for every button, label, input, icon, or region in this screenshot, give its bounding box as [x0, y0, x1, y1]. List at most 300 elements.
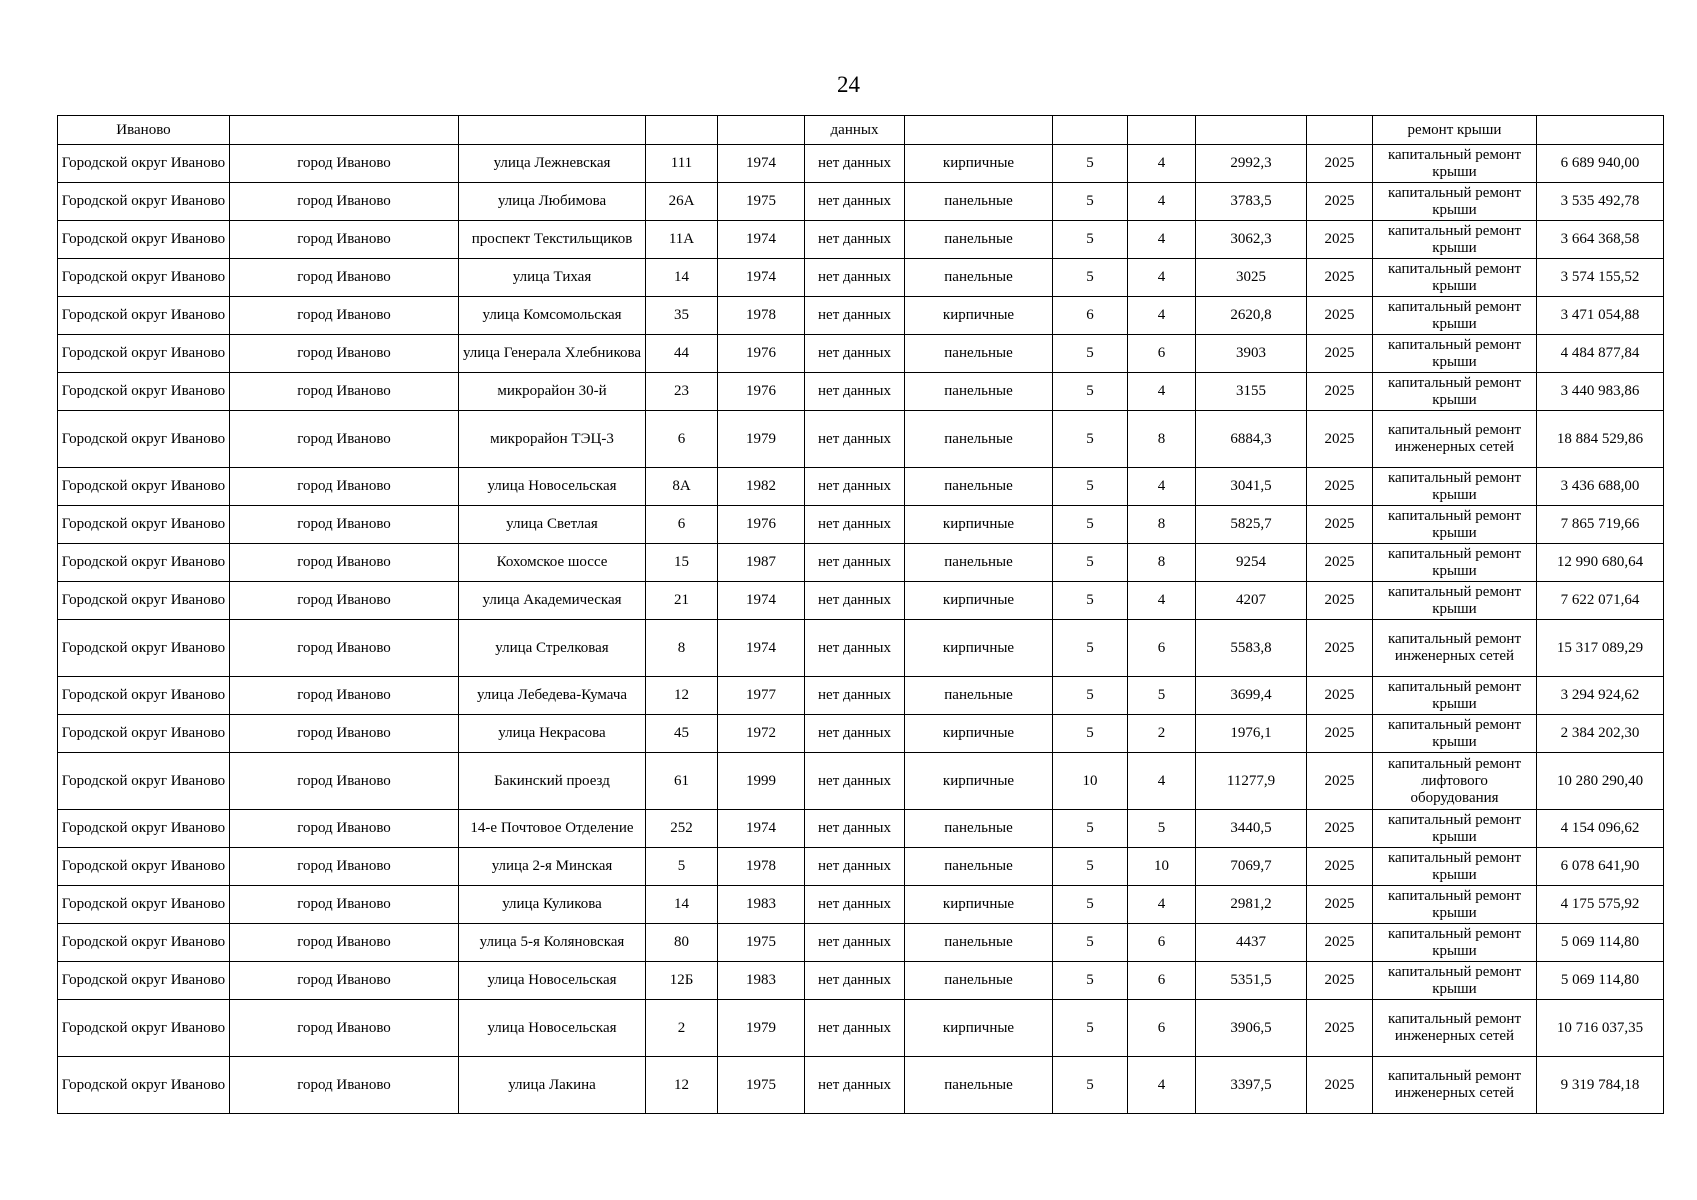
cell-data: нет данных	[805, 297, 905, 335]
cell-locality: город Иваново	[230, 582, 459, 620]
cell-plan-year: 2025	[1307, 1057, 1373, 1114]
cell-floors: 5	[1053, 810, 1128, 848]
cell-year: 1975	[718, 183, 805, 221]
cell-area: 1976,1	[1196, 715, 1307, 753]
cell-cost	[1537, 116, 1664, 145]
cell-locality: город Иваново	[230, 506, 459, 544]
table-row	[58, 221, 1664, 259]
cell-work: ремонт крыши	[1373, 116, 1537, 145]
cell-municipality: Городской округ Иваново	[58, 753, 230, 810]
cell-house: 15	[646, 544, 718, 582]
table-row	[58, 620, 1664, 677]
cell-year: 1976	[718, 335, 805, 373]
cell-locality: город Иваново	[230, 544, 459, 582]
cell-area: 3440,5	[1196, 810, 1307, 848]
cell-area: 3025	[1196, 259, 1307, 297]
cell-area: 5583,8	[1196, 620, 1307, 677]
cell-entrances: 4	[1128, 468, 1196, 506]
cell-plan-year: 2025	[1307, 221, 1373, 259]
cell-work: капитальный ремонт крыши	[1373, 582, 1537, 620]
cell-year: 1982	[718, 468, 805, 506]
cell-municipality: Городской округ Иваново	[58, 468, 230, 506]
cell-plan-year: 2025	[1307, 259, 1373, 297]
table-row	[58, 677, 1664, 715]
cell-floors: 5	[1053, 1057, 1128, 1114]
cell-municipality: Городской округ Иваново	[58, 335, 230, 373]
cell-year: 1974	[718, 810, 805, 848]
cell-street: проспект Текстильщиков	[459, 221, 646, 259]
cell-house: 12Б	[646, 962, 718, 1000]
cell-municipality: Городской округ Иваново	[58, 886, 230, 924]
cell-locality: город Иваново	[230, 886, 459, 924]
cell-entrances: 8	[1128, 544, 1196, 582]
cell-data: нет данных	[805, 962, 905, 1000]
table-row	[58, 335, 1664, 373]
cell-year: 1983	[718, 962, 805, 1000]
cell-entrances: 8	[1128, 506, 1196, 544]
cell-walls: панельные	[905, 468, 1053, 506]
cell-locality: город Иваново	[230, 677, 459, 715]
cell-street: улица Некрасова	[459, 715, 646, 753]
cell-house: 21	[646, 582, 718, 620]
cell-floors: 5	[1053, 335, 1128, 373]
table-row	[58, 924, 1664, 962]
cell-year: 1975	[718, 1057, 805, 1114]
cell-municipality: Городской округ Иваново	[58, 620, 230, 677]
cell-work: капитальный ремонт крыши	[1373, 677, 1537, 715]
cell-cost: 5 069 114,80	[1537, 924, 1664, 962]
cell-entrances: 4	[1128, 582, 1196, 620]
cell-street: Кохомское шоссе	[459, 544, 646, 582]
table-row	[58, 373, 1664, 411]
cell-work: капитальный ремонт крыши	[1373, 715, 1537, 753]
cell-area: 4207	[1196, 582, 1307, 620]
cell-plan-year: 2025	[1307, 848, 1373, 886]
cell-plan-year: 2025	[1307, 297, 1373, 335]
cell-street: улица Любимова	[459, 183, 646, 221]
cell-walls: панельные	[905, 335, 1053, 373]
cell-data: нет данных	[805, 677, 905, 715]
cell-work: капитальный ремонт крыши	[1373, 183, 1537, 221]
cell-floors: 5	[1053, 259, 1128, 297]
cell-locality: город Иваново	[230, 335, 459, 373]
cell-locality: город Иваново	[230, 468, 459, 506]
cell-street: Бакинский проезд	[459, 753, 646, 810]
cell-work: капитальный ремонт крыши	[1373, 145, 1537, 183]
table-row	[58, 962, 1664, 1000]
cell-street: улица Лакина	[459, 1057, 646, 1114]
cell-floors: 5	[1053, 221, 1128, 259]
cell-municipality: Городской округ Иваново	[58, 924, 230, 962]
cell-walls: панельные	[905, 677, 1053, 715]
cell-floors: 5	[1053, 715, 1128, 753]
cell-floors: 5	[1053, 468, 1128, 506]
cell-plan-year: 2025	[1307, 924, 1373, 962]
cell-street: улица Генерала Хлебникова	[459, 335, 646, 373]
cell-locality: город Иваново	[230, 259, 459, 297]
table-row	[58, 715, 1664, 753]
cell-entrances: 2	[1128, 715, 1196, 753]
cell-year: 1974	[718, 221, 805, 259]
cell-entrances: 10	[1128, 848, 1196, 886]
cell-locality: город Иваново	[230, 183, 459, 221]
cell-data: нет данных	[805, 183, 905, 221]
table-row	[58, 1000, 1664, 1057]
cell-year: 1974	[718, 145, 805, 183]
cell-walls: панельные	[905, 221, 1053, 259]
cell-data: нет данных	[805, 753, 905, 810]
table-body	[58, 116, 1664, 1114]
cell-street: улица Академическая	[459, 582, 646, 620]
table-row-continued	[58, 116, 1664, 145]
cell-municipality: Городской округ Иваново	[58, 677, 230, 715]
cell-work: капитальный ремонт крыши	[1373, 221, 1537, 259]
cell-entrances: 6	[1128, 335, 1196, 373]
cell-data: нет данных	[805, 810, 905, 848]
cell-street: улица 5-я Коляновская	[459, 924, 646, 962]
table-row	[58, 1057, 1664, 1114]
cell-street: улица Новосельская	[459, 962, 646, 1000]
cell-area: 3397,5	[1196, 1057, 1307, 1114]
cell-floors: 5	[1053, 886, 1128, 924]
cell-floors: 5	[1053, 183, 1128, 221]
cell-data: нет данных	[805, 145, 905, 183]
cell-walls	[905, 116, 1053, 145]
cell-area: 2992,3	[1196, 145, 1307, 183]
cell-entrances: 6	[1128, 962, 1196, 1000]
cell-floors: 5	[1053, 582, 1128, 620]
cell-entrances: 4	[1128, 145, 1196, 183]
cell-floors: 10	[1053, 753, 1128, 810]
cell-cost: 6 078 641,90	[1537, 848, 1664, 886]
cell-entrances: 4	[1128, 259, 1196, 297]
cell-locality: город Иваново	[230, 221, 459, 259]
table-row	[58, 506, 1664, 544]
cell-year: 1979	[718, 411, 805, 468]
cell-entrances: 5	[1128, 677, 1196, 715]
cell-walls: панельные	[905, 373, 1053, 411]
cell-cost: 9 319 784,18	[1537, 1057, 1664, 1114]
cell-house: 252	[646, 810, 718, 848]
cell-area: 3903	[1196, 335, 1307, 373]
cell-area: 2620,8	[1196, 297, 1307, 335]
cell-locality: город Иваново	[230, 1000, 459, 1057]
cell-municipality: Городской округ Иваново	[58, 183, 230, 221]
cell-work: капитальный ремонт крыши	[1373, 810, 1537, 848]
cell-cost: 10 280 290,40	[1537, 753, 1664, 810]
cell-house: 5	[646, 848, 718, 886]
cell-area	[1196, 116, 1307, 145]
cell-data: нет данных	[805, 335, 905, 373]
cell-municipality: Городской округ Иваново	[58, 962, 230, 1000]
cell-walls: кирпичные	[905, 145, 1053, 183]
cell-entrances: 4	[1128, 221, 1196, 259]
cell-locality: город Иваново	[230, 1057, 459, 1114]
cell-area: 3699,4	[1196, 677, 1307, 715]
cell-plan-year: 2025	[1307, 753, 1373, 810]
cell-locality: город Иваново	[230, 373, 459, 411]
cell-house: 12	[646, 677, 718, 715]
cell-house: 8	[646, 620, 718, 677]
cell-floors: 5	[1053, 924, 1128, 962]
cell-walls: панельные	[905, 1057, 1053, 1114]
cell-walls: кирпичные	[905, 582, 1053, 620]
cell-locality: город Иваново	[230, 715, 459, 753]
cell-data: данных	[805, 116, 905, 145]
cell-street: улица Новосельская	[459, 1000, 646, 1057]
cell-walls: панельные	[905, 183, 1053, 221]
cell-floors: 5	[1053, 677, 1128, 715]
cell-municipality: Городской округ Иваново	[58, 1000, 230, 1057]
cell-street: улица Стрелковая	[459, 620, 646, 677]
cell-data: нет данных	[805, 221, 905, 259]
cell-floors: 5	[1053, 620, 1128, 677]
cell-walls: кирпичные	[905, 715, 1053, 753]
cell-walls: панельные	[905, 411, 1053, 468]
cell-data: нет данных	[805, 848, 905, 886]
cell-work: капитальный ремонт крыши	[1373, 335, 1537, 373]
cell-house: 6	[646, 411, 718, 468]
cell-floors: 5	[1053, 962, 1128, 1000]
cell-entrances: 6	[1128, 1000, 1196, 1057]
cell-entrances: 4	[1128, 886, 1196, 924]
cell-work: капитальный ремонт крыши	[1373, 544, 1537, 582]
cell-area: 5825,7	[1196, 506, 1307, 544]
cell-year: 1987	[718, 544, 805, 582]
cell-year: 1976	[718, 373, 805, 411]
cell-street	[459, 116, 646, 145]
cell-plan-year: 2025	[1307, 468, 1373, 506]
cell-data: нет данных	[805, 1000, 905, 1057]
cell-locality: город Иваново	[230, 620, 459, 677]
table-row	[58, 544, 1664, 582]
table-row	[58, 810, 1664, 848]
cell-walls: панельные	[905, 848, 1053, 886]
cell-area: 9254	[1196, 544, 1307, 582]
cell-area: 3041,5	[1196, 468, 1307, 506]
table-row	[58, 297, 1664, 335]
table-row	[58, 411, 1664, 468]
cell-cost: 3 574 155,52	[1537, 259, 1664, 297]
cell-municipality: Городской округ Иваново	[58, 810, 230, 848]
cell-floors: 5	[1053, 544, 1128, 582]
cell-year: 1983	[718, 886, 805, 924]
cell-municipality: Городской округ Иваново	[58, 411, 230, 468]
cell-work: капитальный ремонт инженерных сетей	[1373, 1000, 1537, 1057]
cell-cost: 3 664 368,58	[1537, 221, 1664, 259]
cell-cost: 10 716 037,35	[1537, 1000, 1664, 1057]
cell-floors: 5	[1053, 506, 1128, 544]
cell-walls: панельные	[905, 259, 1053, 297]
cell-house: 11А	[646, 221, 718, 259]
cell-year: 1974	[718, 620, 805, 677]
cell-street: улица Тихая	[459, 259, 646, 297]
cell-house: 26А	[646, 183, 718, 221]
cell-cost: 12 990 680,64	[1537, 544, 1664, 582]
cell-year: 1999	[718, 753, 805, 810]
cell-year: 1977	[718, 677, 805, 715]
cell-floors	[1053, 116, 1128, 145]
cell-plan-year: 2025	[1307, 411, 1373, 468]
cell-walls: панельные	[905, 810, 1053, 848]
cell-cost: 4 484 877,84	[1537, 335, 1664, 373]
cell-year: 1974	[718, 259, 805, 297]
cell-plan-year: 2025	[1307, 506, 1373, 544]
cell-municipality: Городской округ Иваново	[58, 582, 230, 620]
cell-cost: 15 317 089,29	[1537, 620, 1664, 677]
cell-street: улица Комсомольская	[459, 297, 646, 335]
cell-plan-year: 2025	[1307, 962, 1373, 1000]
cell-work: капитальный ремонт крыши	[1373, 924, 1537, 962]
page-number: 24	[837, 72, 860, 97]
cell-year	[718, 116, 805, 145]
cell-plan-year: 2025	[1307, 544, 1373, 582]
cell-house: 12	[646, 1057, 718, 1114]
cell-locality: город Иваново	[230, 297, 459, 335]
cell-plan-year: 2025	[1307, 810, 1373, 848]
cell-street: улица 2-я Минская	[459, 848, 646, 886]
cell-data: нет данных	[805, 468, 905, 506]
cell-cost: 5 069 114,80	[1537, 962, 1664, 1000]
cell-floors: 5	[1053, 145, 1128, 183]
cell-area: 3906,5	[1196, 1000, 1307, 1057]
cell-entrances: 4	[1128, 297, 1196, 335]
cell-entrances: 8	[1128, 411, 1196, 468]
cell-house: 14	[646, 886, 718, 924]
cell-municipality: Городской округ Иваново	[58, 544, 230, 582]
cell-cost: 3 535 492,78	[1537, 183, 1664, 221]
cell-house: 6	[646, 506, 718, 544]
cell-cost: 6 689 940,00	[1537, 145, 1664, 183]
cell-municipality: Городской округ Иваново	[58, 259, 230, 297]
cell-municipality: Городской округ Иваново	[58, 221, 230, 259]
cell-plan-year: 2025	[1307, 677, 1373, 715]
cell-data: нет данных	[805, 411, 905, 468]
cell-work: капитальный ремонт лифтового оборудования	[1373, 753, 1537, 810]
cell-work: капитальный ремонт крыши	[1373, 848, 1537, 886]
cell-municipality: Городской округ Иваново	[58, 373, 230, 411]
cell-floors: 6	[1053, 297, 1128, 335]
cell-municipality: Городской округ Иваново	[58, 715, 230, 753]
cell-work: капитальный ремонт инженерных сетей	[1373, 411, 1537, 468]
cell-locality: город Иваново	[230, 962, 459, 1000]
cell-cost: 4 154 096,62	[1537, 810, 1664, 848]
cell-house: 44	[646, 335, 718, 373]
cell-house: 35	[646, 297, 718, 335]
cell-data: нет данных	[805, 886, 905, 924]
cell-area: 7069,7	[1196, 848, 1307, 886]
cell-house: 111	[646, 145, 718, 183]
cell-year: 1976	[718, 506, 805, 544]
table-row	[58, 468, 1664, 506]
cell-cost: 3 294 924,62	[1537, 677, 1664, 715]
cell-plan-year: 2025	[1307, 373, 1373, 411]
table-row	[58, 848, 1664, 886]
cell-street: улица Светлая	[459, 506, 646, 544]
cell-entrances: 5	[1128, 810, 1196, 848]
cell-house: 80	[646, 924, 718, 962]
cell-walls: кирпичные	[905, 753, 1053, 810]
table-row	[58, 582, 1664, 620]
cell-entrances: 4	[1128, 1057, 1196, 1114]
cell-plan-year	[1307, 116, 1373, 145]
cell-cost: 3 471 054,88	[1537, 297, 1664, 335]
cell-area: 3062,3	[1196, 221, 1307, 259]
cell-year: 1978	[718, 297, 805, 335]
cell-data: нет данных	[805, 1057, 905, 1114]
cell-entrances: 6	[1128, 620, 1196, 677]
cell-cost: 18 884 529,86	[1537, 411, 1664, 468]
cell-house: 14	[646, 259, 718, 297]
cell-municipality: Иваново	[58, 116, 230, 145]
cell-street: улица Новосельская	[459, 468, 646, 506]
cell-work: капитальный ремонт крыши	[1373, 468, 1537, 506]
cell-work: капитальный ремонт крыши	[1373, 962, 1537, 1000]
cell-cost: 2 384 202,30	[1537, 715, 1664, 753]
cell-work: капитальный ремонт крыши	[1373, 886, 1537, 924]
cell-walls: кирпичные	[905, 1000, 1053, 1057]
cell-work: капитальный ремонт крыши	[1373, 297, 1537, 335]
cell-walls: кирпичные	[905, 297, 1053, 335]
cell-year: 1975	[718, 924, 805, 962]
cell-walls: панельные	[905, 544, 1053, 582]
cell-locality: город Иваново	[230, 411, 459, 468]
housing-repair-table	[57, 115, 1664, 1114]
cell-work: капитальный ремонт крыши	[1373, 259, 1537, 297]
cell-plan-year: 2025	[1307, 620, 1373, 677]
cell-area: 2981,2	[1196, 886, 1307, 924]
cell-plan-year: 2025	[1307, 715, 1373, 753]
cell-floors: 5	[1053, 373, 1128, 411]
cell-entrances: 6	[1128, 924, 1196, 962]
cell-walls: кирпичные	[905, 620, 1053, 677]
cell-locality: город Иваново	[230, 145, 459, 183]
cell-cost: 3 436 688,00	[1537, 468, 1664, 506]
cell-plan-year: 2025	[1307, 335, 1373, 373]
cell-locality: город Иваново	[230, 810, 459, 848]
cell-street: микрорайон ТЭЦ-3	[459, 411, 646, 468]
cell-municipality: Городской округ Иваново	[58, 848, 230, 886]
cell-house	[646, 116, 718, 145]
cell-data: нет данных	[805, 373, 905, 411]
cell-entrances: 4	[1128, 373, 1196, 411]
cell-floors: 5	[1053, 1000, 1128, 1057]
cell-area: 5351,5	[1196, 962, 1307, 1000]
cell-work: капитальный ремонт крыши	[1373, 373, 1537, 411]
cell-walls: панельные	[905, 924, 1053, 962]
cell-cost: 7 622 071,64	[1537, 582, 1664, 620]
cell-locality	[230, 116, 459, 145]
cell-street: микрорайон 30-й	[459, 373, 646, 411]
cell-plan-year: 2025	[1307, 1000, 1373, 1057]
cell-cost: 4 175 575,92	[1537, 886, 1664, 924]
cell-cost: 3 440 983,86	[1537, 373, 1664, 411]
cell-data: нет данных	[805, 582, 905, 620]
cell-entrances: 4	[1128, 753, 1196, 810]
cell-data: нет данных	[805, 544, 905, 582]
table-row	[58, 145, 1664, 183]
cell-plan-year: 2025	[1307, 582, 1373, 620]
cell-year: 1978	[718, 848, 805, 886]
cell-locality: город Иваново	[230, 753, 459, 810]
cell-house: 23	[646, 373, 718, 411]
cell-data: нет данных	[805, 259, 905, 297]
cell-area: 4437	[1196, 924, 1307, 962]
cell-street: 14-е Почтовое Отделение	[459, 810, 646, 848]
cell-house: 2	[646, 1000, 718, 1057]
cell-area: 6884,3	[1196, 411, 1307, 468]
cell-walls: кирпичные	[905, 886, 1053, 924]
